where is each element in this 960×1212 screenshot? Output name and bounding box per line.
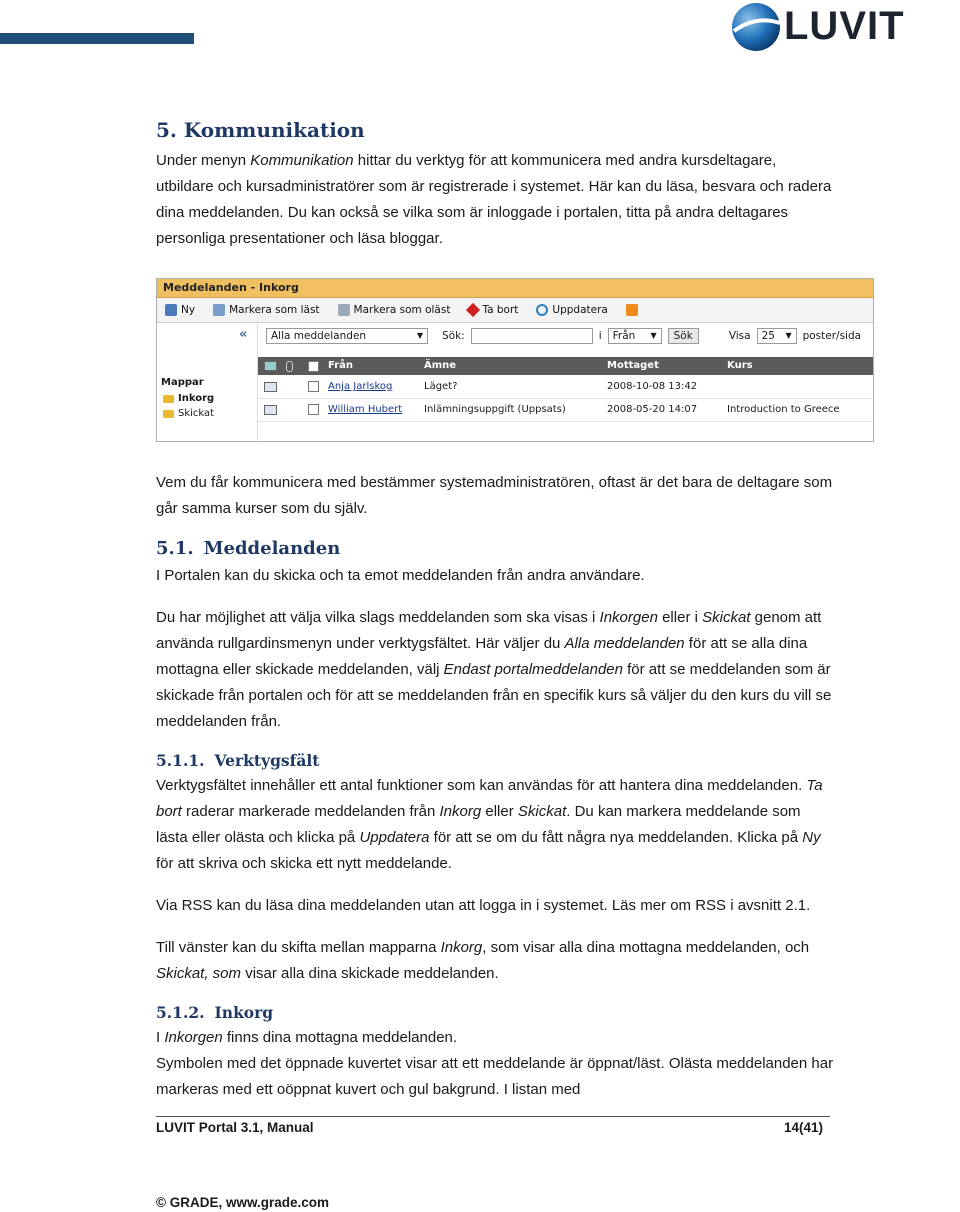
mark-unread-button[interactable]: Markera som oläst: [338, 304, 451, 316]
chevron-down-icon: ▼: [650, 331, 657, 340]
message-list-area: [258, 323, 873, 441]
show-label: Visa: [728, 330, 751, 342]
footer-copyright: © GRADE, www.grade.com: [156, 1195, 329, 1210]
folders-title: Mappar: [161, 377, 204, 388]
rss-icon: [626, 304, 638, 316]
document-body: [156, 118, 862, 1103]
pencil-icon: [165, 304, 177, 316]
subject: Inlämningsuppgift (Uppsats): [424, 404, 566, 415]
inbox-screenshot: [156, 278, 874, 442]
folder-sidebar: [157, 323, 258, 441]
search-input[interactable]: [471, 328, 593, 344]
section-5-heading: 5. Kommunikation: [156, 118, 365, 142]
footer-page-number: 14(41): [784, 1120, 824, 1135]
section-5-1-paragraph-1: I Portalen kan du skicka och ta emot meddelanden från andra användare.: [156, 567, 645, 584]
section-5-1-paragraph-2: Du har möjlighet att välja vilka slags meddelanden som ska visas i Inkorgen eller i Skickat genom att använda rullgardinsmenyn under verktygsfältet. Här väljer du Alla meddelanden för att se alla dina mottagna eller skickade meddelanden, välj Endast portalmeddelanden för att se meddelanden som är skickade från portalen och för att se meddelanden från en specifik kurs så väljer du den kurs du vill se meddelanden från.: [156, 609, 832, 730]
section-5-1-1-paragraph-2: Via RSS kan du läsa dina meddelanden utan att logga in i systemet. Läs mer om RSS i avsnitt 2.1.: [156, 897, 811, 914]
received: 2008-05-20 14:07: [607, 404, 698, 415]
chevron-down-icon: ▼: [416, 331, 423, 340]
screenshot-title: Meddelanden - Inkorg: [157, 279, 873, 298]
section-5-1-1-paragraph-3: Till vänster kan du skifta mellan mapparna Inkorg, som visar alla dina mottagna meddelanden, och Skickat, som visar alla dina skickade meddelanden.: [156, 939, 810, 982]
section-5-1-1-paragraph-1: Verktygsfältet innehåller ett antal funktioner som kan användas för att hantera dina meddelanden. Ta bort raderar markerade meddelanden från Inkorg eller Skickat. Du kan markera meddelande som lästa eller olästa och klicka på Uppdatera för att se om du fått några nya meddelanden. Klicka på Ny för att skriva och skicka ett nytt meddelande.: [156, 777, 823, 872]
course: Introduction to Greece: [727, 404, 840, 415]
row-checkbox[interactable]: [308, 404, 319, 415]
folder-icon: [163, 395, 174, 403]
section-5-intro: Under menyn Kommunikation hittar du verktyg för att kommunicera med andra kursdeltagare, utbildare och kursadministratörer som är registrerade i systemet. Här kan du läsa, besvara och radera dina meddelanden. Du kan också se vilka som är inloggade i portalen, titta på andra deltagares personliga presentationer och läsa bloggar.: [156, 152, 832, 247]
search-label: Sök:: [442, 330, 465, 342]
section-5-paragraph-2: Vem du får kommunicera med bestämmer systemadministratören, oftast är det bara de deltagare som går samma kurser som du själv.: [156, 474, 833, 517]
folder-sent[interactable]: Skickat: [163, 408, 214, 419]
select-all-checkbox[interactable]: [308, 361, 319, 372]
search-field-select[interactable]: Från ▼: [608, 328, 662, 344]
subject: Läget?: [424, 381, 458, 392]
table-header: [258, 357, 873, 375]
column-subject[interactable]: Ämne: [424, 360, 457, 371]
footer-manual-title: LUVIT Portal 3.1, Manual: [156, 1120, 314, 1135]
envelope-icon: [264, 361, 277, 371]
delete-icon: [466, 303, 480, 317]
section-5-1-2-paragraph-2: Symbolen med det öppnade kuvertet visar att ett meddelande är öppnat/läst. Olästa meddelanden har markeras med ett oöppnat kuvert och gul bakgrund. I listan med: [156, 1055, 834, 1098]
header-accent-bar: [0, 33, 194, 44]
new-button[interactable]: Ny: [165, 304, 195, 316]
sender-link[interactable]: William Hubert: [328, 404, 403, 415]
received: 2008-10-08 13:42: [607, 381, 698, 392]
table-row[interactable]: [258, 376, 873, 399]
search-button[interactable]: Sök: [668, 328, 699, 344]
column-from[interactable]: Från: [328, 360, 353, 371]
closed-envelope-icon: [338, 304, 350, 316]
sender-link[interactable]: Anja Jarlskog: [328, 381, 393, 392]
per-page-label: poster/sida: [802, 330, 862, 342]
collapse-icon[interactable]: «: [239, 327, 248, 342]
rss-button[interactable]: [626, 304, 638, 316]
luvit-logo: [730, 0, 960, 54]
folder-icon: [163, 410, 174, 418]
row-checkbox[interactable]: [308, 381, 319, 392]
globe-icon: [730, 1, 782, 53]
message-type-select[interactable]: Alla meddelanden ▼: [266, 328, 428, 344]
mark-read-button[interactable]: Markera som läst: [213, 304, 319, 316]
open-envelope-icon: [264, 405, 277, 415]
delete-button[interactable]: Ta bort: [468, 304, 518, 316]
in-label: i: [598, 330, 602, 342]
refresh-button[interactable]: Uppdatera: [536, 304, 607, 316]
table-row[interactable]: [258, 399, 873, 422]
refresh-icon: [536, 304, 548, 316]
attachment-icon: [286, 361, 293, 372]
open-envelope-icon: [213, 304, 225, 316]
logo-text: LUVIT: [784, 4, 905, 48]
per-page-select[interactable]: 25 ▼: [757, 328, 797, 344]
section-5-1-heading: 5.1. Meddelanden: [156, 538, 341, 559]
section-5-1-1-heading: 5.1.1. Verktygsfält: [156, 751, 320, 770]
chevron-down-icon: ▼: [785, 331, 792, 340]
column-received[interactable]: Mottaget: [607, 360, 659, 371]
section-5-1-2-paragraph-1: I Inkorgen finns dina mottagna meddelanden.: [156, 1029, 458, 1046]
folder-inbox[interactable]: Inkorg: [163, 393, 214, 404]
screenshot-toolbar: [157, 298, 873, 323]
filter-bar: [258, 323, 873, 349]
section-5-1-2-heading: 5.1.2. Inkorg: [156, 1003, 274, 1022]
open-envelope-icon: [264, 382, 277, 392]
column-course[interactable]: Kurs: [727, 360, 753, 371]
footer-divider: [156, 1116, 830, 1117]
